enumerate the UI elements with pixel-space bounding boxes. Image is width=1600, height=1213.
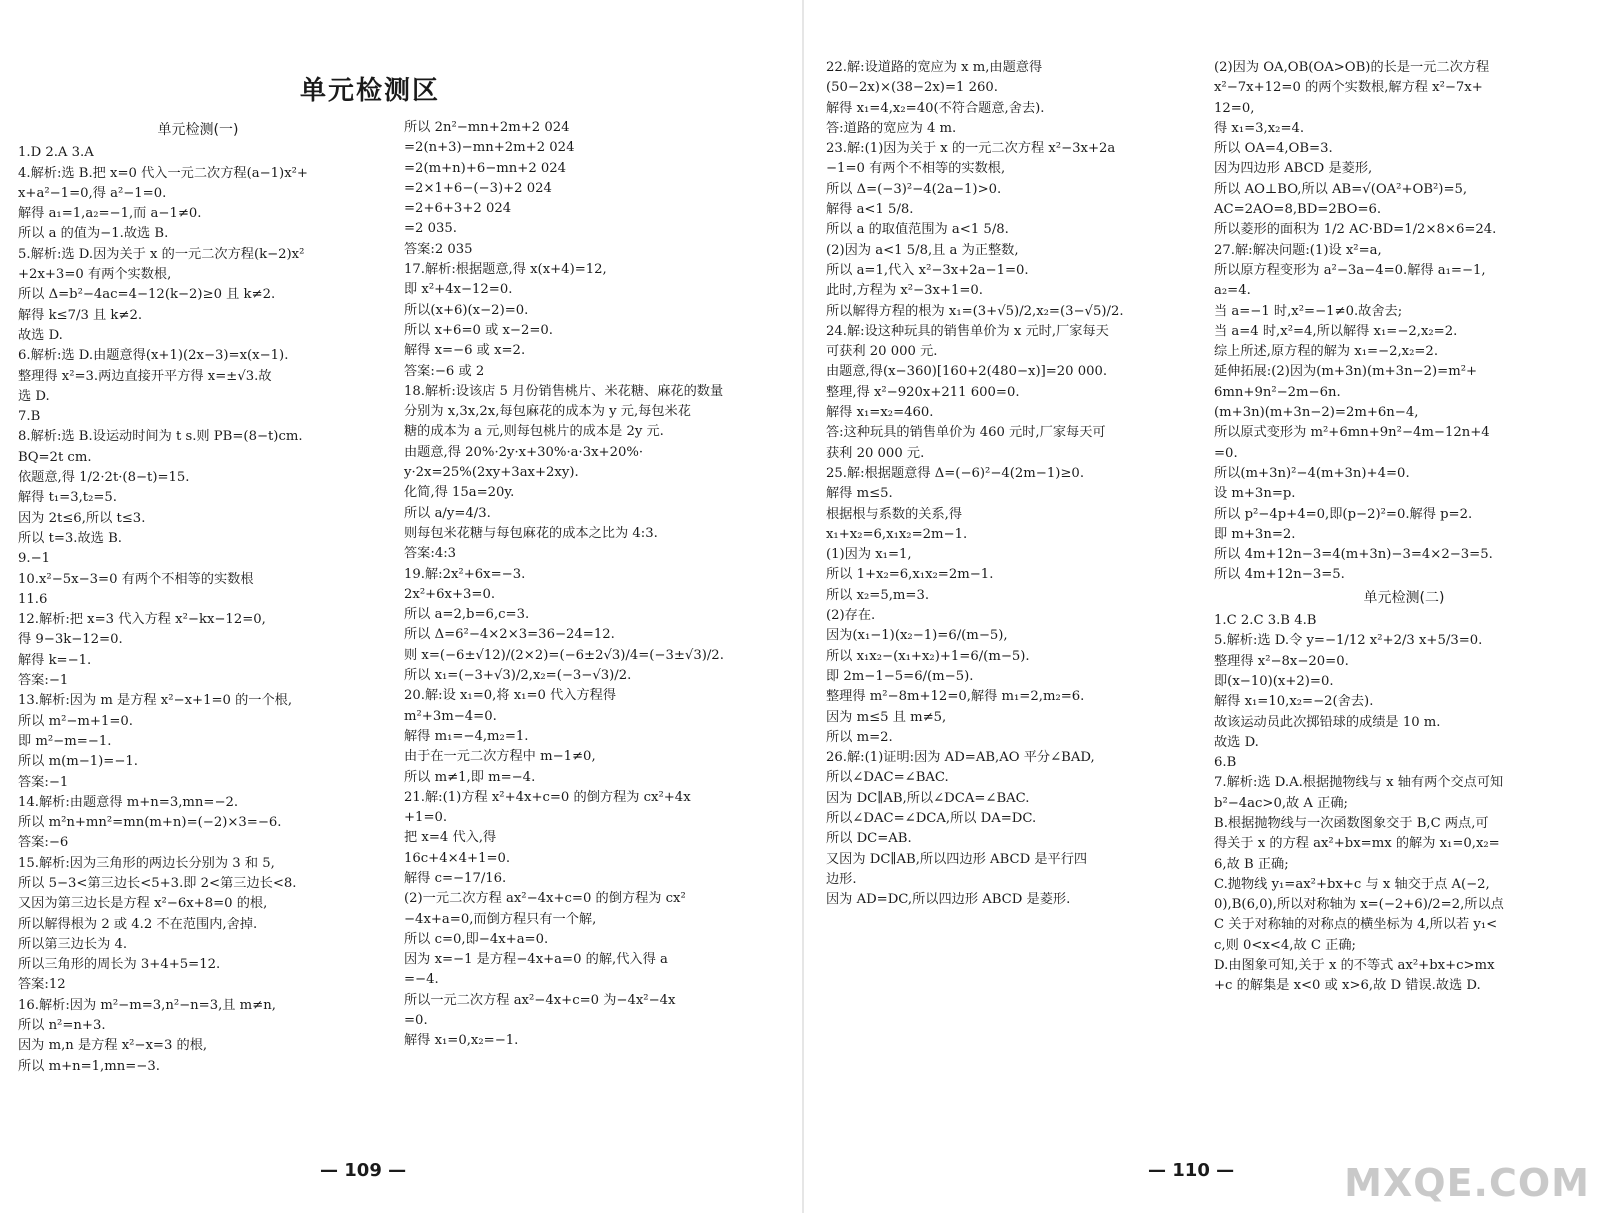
- answer-line: 6.B: [1214, 755, 1237, 771]
- answer-line: 所以三角形的周长为 3+4+5=12.: [18, 957, 221, 973]
- answer-line: D.由图象可知,关于 x 的不等式 ax²+bx+c>mx: [1214, 958, 1495, 974]
- answer-line: 故选 D.: [1214, 734, 1259, 750]
- answer-line: 因为四边形 ABCD 是菱形,: [1214, 161, 1373, 177]
- answer-line: 所以 x₁x₂−(x₁+x₂)+1=6/(m−5).: [826, 648, 1030, 664]
- answer-line: 所以 m+n=1,mn=−3.: [18, 1058, 160, 1074]
- answer-line: 13.解析:因为 m 是方程 x²−x+1=0 的一个根,: [18, 693, 293, 709]
- answer-line: 答:道路的宽应为 4 m.: [826, 120, 957, 136]
- answer-line: 所以 p²−4p+4=0,即(p−2)²=0.解得 p=2.: [1214, 506, 1473, 522]
- answer-line: 所以∠DAC=∠BAC.: [826, 770, 949, 786]
- answer-line: 所以 m≠1,即 m=−4.: [404, 769, 536, 785]
- answer-line: 所以 m²−m+1=0.: [18, 713, 133, 729]
- answer-line: 9.−1: [18, 551, 51, 567]
- answer-line: 所以原式变形为 m²+6mn+9n²−4m−12n+4: [1214, 425, 1490, 441]
- answer-line: 解得 m₁=−4,m₂=1.: [404, 728, 529, 744]
- answer-line: 20.解:设 x₁=0,将 x₁=0 代入方程得: [404, 688, 617, 704]
- answer-line: 所以 OA=4,OB=3.: [1214, 141, 1333, 157]
- answer-line: 故该运动员此次掷铅球的成绩是 10 m.: [1214, 714, 1441, 730]
- answer-line: (2)存在.: [826, 608, 876, 624]
- answer-line: 由于在一元二次方程中 m−1≠0,: [404, 749, 596, 765]
- answer-line: BQ=2t cm.: [18, 449, 92, 465]
- answer-line: 23.解:(1)因为关于 x 的一元二次方程 x²−3x+2a: [826, 141, 1116, 157]
- answer-line: AC=2AO=8,BD=2BO=6.: [1214, 202, 1382, 218]
- answer-line: 可获利 20 000 元.: [826, 344, 938, 360]
- answer-line: 当 a=−1 时,x²=−1≠0.故舍去;: [1214, 303, 1403, 319]
- answer-line: 即 m²−m=−1.: [18, 733, 112, 749]
- answer-line: 解得 t₁=3,t₂=5.: [18, 490, 118, 506]
- answer-line: (2)一元二次方程 ax²−4x+c=0 的倒方程为 cx²: [404, 891, 686, 907]
- answer-line: 解得 x₁=0,x₂=−1.: [404, 1033, 519, 1049]
- page-fold: [802, 0, 804, 1213]
- answer-line: 因为 m≤5 且 m≠5,: [826, 709, 947, 725]
- answer-line: 答案:4:3: [404, 546, 457, 562]
- answer-line: 设 m+3n=p.: [1214, 486, 1296, 502]
- right-page: [808, 0, 1600, 1213]
- answer-line: 所以 a=1,代入 x²−3x+2a−1=0.: [826, 262, 1029, 278]
- answer-line: m²+3m−4=0.: [404, 708, 497, 724]
- answer-line: 所以 m(m−1)=−1.: [18, 754, 138, 770]
- answer-line: 获利 20 000 元.: [826, 445, 925, 461]
- answer-line: 解得 a<1 5/8.: [826, 202, 914, 218]
- section-heading: 单元检测(一): [157, 122, 239, 138]
- answer-line: 把 x=4 代入,得: [404, 830, 497, 846]
- answer-line: 2x²+6x+3=0.: [404, 586, 496, 602]
- answer-line: −1=0 有两个不相等的实数根,: [826, 161, 1006, 177]
- answer-line: 所以(m+3n)²−4(m+3n)+4=0.: [1214, 465, 1410, 481]
- answer-line: 26.解:(1)证明:因为 AD=AB,AO 平分∠BAD,: [826, 750, 1095, 766]
- answer-line: (m+3n)(m+3n−2)=2m+6n−4,: [1214, 405, 1419, 421]
- answer-line: 所以 m=2.: [826, 729, 893, 745]
- answer-line: 即 m+3n=2.: [1214, 526, 1296, 542]
- answer-line: 根据根与系数的关系,得: [826, 506, 963, 522]
- left-column-1: [18, 118, 378, 1077]
- answer-line: 所以 x₂=5,m=3.: [826, 587, 930, 603]
- answer-line: 选 D.: [18, 388, 50, 404]
- answer-line: 所以解得根为 2 或 4.2 不在范围内,舍掉.: [18, 916, 258, 932]
- answer-line: +1=0.: [404, 810, 448, 826]
- answer-line: 答:这种玩具的销售单价为 460 元时,厂家每天可: [826, 425, 1106, 441]
- answer-line: 所以 Δ=6²−4×2×3=36−24=12.: [404, 627, 615, 643]
- answer-line: 故选 D.: [18, 327, 63, 343]
- page-number-right: — 110 —: [1148, 1160, 1235, 1181]
- answer-line: 答案:2 035: [404, 241, 473, 257]
- answer-line: 所以 1+x₂=6,x₁x₂=2m−1.: [826, 567, 994, 583]
- answer-line: 又因为第三边长是方程 x²−6x+8=0 的根,: [18, 896, 268, 912]
- answer-line: (50−2x)×(38−2x)=1 260.: [826, 80, 998, 96]
- answer-line: 则 x=(−6±√12)/(2×2)=(−6±2√3)/4=(−3±√3)/2.: [404, 647, 724, 663]
- answer-line: 得关于 x 的方程 ax²+bx=mx 的解为 x₁=0,x₂=: [1214, 836, 1500, 852]
- answer-line: 边形.: [826, 871, 857, 887]
- answer-line: 8.解析:选 B.设运动时间为 t s.则 PB=(8−t)cm.: [18, 429, 303, 445]
- answer-line: (1)因为 x₁=1,: [826, 547, 912, 563]
- answer-line: 依题意,得 1/2·2t·(8−t)=15.: [18, 470, 190, 486]
- section-title: 单元检测区: [300, 76, 441, 106]
- answer-line: 解得 c=−17/16.: [404, 870, 507, 886]
- answer-line: =2(n+3)−mn+2m+2 024: [404, 140, 575, 156]
- answer-line: 由题意,得(x−360)[160+2(480−x)]=20 000.: [826, 364, 1108, 380]
- answer-line: 21.解:(1)方程 x²+4x+c=0 的倒方程为 cx²+4x: [404, 789, 691, 805]
- answer-line: 所以 m²n+mn²=mn(m+n)=(−2)×3=−6.: [18, 815, 282, 831]
- answer-line: 所以一元二次方程 ax²−4x+c=0 为−4x²−4x: [404, 992, 676, 1008]
- answer-line: 所以 4m+12n−3=5.: [1214, 567, 1345, 583]
- answer-line: 答案:−1: [18, 673, 69, 689]
- answer-line: 解得 x₁=x₂=460.: [826, 405, 934, 421]
- answer-line: b²−4ac>0,故 A 正确;: [1214, 795, 1348, 811]
- answer-line: 得 x₁=3,x₂=4.: [1214, 120, 1305, 136]
- answer-line: =2(m+n)+6−mn+2 024: [404, 160, 567, 176]
- answer-line: a₂=4.: [1214, 283, 1251, 299]
- answer-line: (2)因为 OA,OB(OA>OB)的长是一元二次方程: [1214, 60, 1490, 75]
- section-heading: 单元检测(二): [1363, 589, 1445, 606]
- answer-line: +c 的解集是 x<0 或 x>6,故 D 错误.故选 D.: [1214, 978, 1481, 994]
- answer-line: 所以 a/y=4/3.: [404, 505, 491, 521]
- answer-line: 所以 AO⊥BO,所以 AB=√(OA²+OB²)=5,: [1214, 181, 1468, 197]
- answer-line: 解得 x₁=4,x₂=40(不符合题意,舍去).: [826, 100, 1045, 116]
- answer-line: 因为(x₁−1)(x₂−1)=6/(m−5),: [826, 628, 1008, 644]
- answer-line: x₁+x₂=6,x₁x₂=2m−1.: [826, 526, 968, 542]
- answer-line: x+a²−1=0,得 a²−1=0.: [18, 185, 167, 201]
- answer-line: 27.解:解决问题:(1)设 x²=a,: [1214, 242, 1382, 258]
- answer-line: 19.解:2x²+6x=−3.: [404, 566, 526, 582]
- answer-line: 因为 2t≤6,所以 t≤3.: [18, 510, 146, 526]
- answer-line: 整理得 x²−8x−20=0.: [1214, 653, 1349, 669]
- answer-line: 所以解得方程的根为 x₁=(3+√5)/2,x₂=(3−√5)/2.: [826, 303, 1124, 319]
- answer-line: 所以 a 的取值范围为 a<1 5/8.: [826, 222, 1009, 238]
- watermark-logo: MXQE.COM: [1344, 1161, 1590, 1205]
- answer-line: 答案:12: [18, 977, 66, 993]
- answer-line: 16.解析:因为 m²−m=3,n²−n=3,且 m≠n,: [18, 997, 276, 1013]
- answer-line: 整理,得 x²−920x+211 600=0.: [826, 384, 1020, 400]
- answer-line: 所以 t=3.故选 B.: [18, 530, 122, 546]
- answer-line: =0.: [1214, 445, 1238, 461]
- answer-line: 因为 AD=DC,所以四边形 ABCD 是菱形.: [826, 892, 1071, 908]
- answer-line: 解得 a₁=1,a₂=−1,而 a−1≠0.: [18, 206, 202, 222]
- answer-line: −4x+a=0,而倒方程只有一个解,: [404, 911, 597, 927]
- answer-line: 24.解:设这种玩具的销售单价为 x 元时,厂家每天: [826, 323, 1109, 339]
- answer-line: =2×1+6−(−3)+2 024: [404, 180, 552, 196]
- answer-line: =2 035.: [404, 221, 457, 237]
- left-column-2: [404, 118, 784, 1052]
- answer-line: 解得 k≤7/3 且 k≠2.: [18, 307, 143, 323]
- answer-line: 17.解析:根据题意,得 x(x+4)=12,: [404, 262, 607, 278]
- answer-line: 所以 x+6=0 或 x−2=0.: [404, 322, 553, 338]
- right-column-2: [1214, 58, 1594, 997]
- answer-line: 化简,得 15a=20y.: [404, 485, 515, 501]
- answer-line: 因为 m,n 是方程 x²−x=3 的根,: [18, 1038, 208, 1054]
- answer-line: 答案:−6: [18, 835, 69, 851]
- answer-line: 7.B: [18, 409, 41, 425]
- answer-line: 所以(x+6)(x−2)=0.: [404, 302, 529, 318]
- answer-line: (2)因为 a<1 5/8,且 a 为正整数,: [826, 242, 1019, 258]
- answer-line: 解得 x=−6 或 x=2.: [404, 343, 526, 359]
- answer-line: 当 a=4 时,x²=4,所以解得 x₁=−2,x₂=2.: [1214, 323, 1458, 339]
- answer-line: B.根据抛物线与一次函数图象交于 B,C 两点,可: [1214, 815, 1489, 831]
- answer-line: 即(x−10)(x+2)=0.: [1214, 673, 1334, 689]
- answer-line: 答案:−1: [18, 774, 69, 790]
- page-number-left: — 109 —: [320, 1160, 407, 1181]
- answer-line: y·2x=25%(2xy+3ax+2xy).: [404, 465, 579, 481]
- answer-line: 5.解析:选 D.令 y=−1/12 x²+2/3 x+5/3=0.: [1214, 633, 1483, 649]
- answer-line: x²−7x+12=0 的两个实数根,解方程 x²−7x+: [1214, 80, 1483, 96]
- answer-line: 所以 4m+12n−3=4(m+3n)−3=4×2−3=5.: [1214, 547, 1493, 563]
- answer-line: 14.解析:由题意得 m+n=3,mn=−2.: [18, 794, 239, 810]
- answer-line: 0),B(6,0),所以对称轴为 x=(−2+6)/2=2,所以点: [1214, 897, 1504, 913]
- answer-line: 延伸拓展:(2)因为(m+3n)(m+3n−2)=m²+: [1214, 364, 1478, 380]
- answer-line: 15.解析:因为三角形的两边长分别为 3 和 5,: [18, 855, 275, 871]
- answer-line: 所以 a=2,b=6,c=3.: [404, 607, 530, 623]
- answer-line: 所以第三边长为 4.: [18, 936, 128, 952]
- answer-line: 所以 DC=AB.: [826, 831, 912, 847]
- answer-line: 10.x²−5x−3=0 有两个不相等的实数根: [18, 571, 254, 587]
- answer-line: 所以原方程变形为 a²−3a−4=0.解得 a₁=−1,: [1214, 262, 1486, 278]
- answer-line: 18.解析:设该店 5 月份销售桃片、米花糖、麻花的数量: [404, 383, 724, 399]
- answer-line: 分别为 x,3x,2x,每包麻花的成本为 y 元,每包米花: [404, 404, 691, 420]
- answer-line: 所以 Δ=(−3)²−4(2a−1)>0.: [826, 181, 1002, 197]
- answer-line: 16c+4×4+1=0.: [404, 850, 511, 866]
- answer-line: +2x+3=0 有两个实数根,: [18, 267, 172, 283]
- answer-line: 糖的成本为 a 元,则每包桃片的成本是 2y 元.: [404, 424, 664, 440]
- answer-line: 即 2m−1−5=6/(m−5).: [826, 668, 974, 684]
- answer-line: 所以 x₁=(−3+√3)/2,x₂=(−3−√3)/2.: [404, 668, 632, 684]
- answer-line: =0.: [404, 1013, 428, 1029]
- answer-line: 25.解:根据题意得 Δ=(−6)²−4(2m−1)≥0.: [826, 465, 1085, 481]
- answer-line: 所以 2n²−mn+2m+2 024: [404, 120, 570, 135]
- answer-line: 1.D 2.A 3.A: [18, 145, 94, 161]
- answer-line: 解得 x₁=10,x₂=−2(舍去).: [1214, 694, 1374, 710]
- answer-line: 6.解析:选 D.由题意得(x+1)(2x−3)=x(x−1).: [18, 348, 289, 364]
- answer-line: 此时,方程为 x²−3x+1=0.: [826, 283, 983, 299]
- answer-line: 7.解析:选 D.A.根据抛物线与 x 轴有两个交点可知: [1214, 775, 1504, 791]
- answer-line: 12=0,: [1214, 100, 1255, 116]
- answer-line: 解得 k=−1.: [18, 652, 92, 668]
- answer-line: 所以 a 的值为−1.故选 B.: [18, 226, 169, 242]
- answer-line: 11.6: [18, 591, 48, 607]
- right-column-1: [826, 58, 1196, 910]
- answer-line: c,则 0<x<4,故 C 正确;: [1214, 937, 1356, 953]
- answer-line: 因为 x=−1 是方程−4x+a=0 的解,代入得 a: [404, 952, 668, 968]
- answer-line: 又因为 DC∥AB,所以四边形 ABCD 是平行四: [826, 851, 1088, 867]
- answer-line: 答案:−6 或 2: [404, 363, 485, 379]
- answer-line: 所以∠DAC=∠DCA,所以 DA=DC.: [826, 810, 1037, 826]
- answer-line: 整理得 m²−8m+12=0,解得 m₁=2,m₂=6.: [826, 689, 1085, 705]
- answer-line: 所以 n²=n+3.: [18, 1018, 106, 1034]
- answer-line: 6mn+9n²−2m−6n.: [1214, 384, 1341, 400]
- answer-line: 解得 m≤5.: [826, 486, 893, 502]
- answer-line: 6,故 B 正确;: [1214, 856, 1289, 872]
- answer-line: 得 9−3k−12=0.: [18, 632, 123, 648]
- answer-line: 整理得 x²=3.两边直接开平方得 x=±√3.故: [18, 368, 272, 384]
- answer-line: =2+6+3+2 024: [404, 201, 512, 217]
- answer-line: 1.C 2.C 3.B 4.B: [1214, 613, 1317, 629]
- answer-line: C.抛物线 y₁=ax²+bx+c 与 x 轴交于点 A(−2,: [1214, 876, 1490, 892]
- answer-line: 因为 DC∥AB,所以∠DCA=∠BAC.: [826, 790, 1030, 806]
- answer-line: 5.解析:选 D.因为关于 x 的一元二次方程(k−2)x²: [18, 246, 305, 262]
- answer-line: 所以菱形的面积为 1/2 AC·BD=1/2×8×6=24.: [1214, 222, 1497, 238]
- answer-line: C 关于对称轴的对称点的横坐标为 4,所以若 y₁<: [1214, 917, 1498, 933]
- answer-line: 综上所述,原方程的解为 x₁=−2,x₂=2.: [1214, 344, 1439, 360]
- answer-line: 4.解析:选 B.把 x=0 代入一元二次方程(a−1)x²+: [18, 165, 308, 181]
- answer-line: 所以 c=0,即−4x+a=0.: [404, 931, 549, 947]
- answer-line: 即 x²+4x−12=0.: [404, 282, 513, 298]
- answer-line: 所以 5−3<第三边长<5+3.即 2<第三边长<8.: [18, 875, 297, 891]
- answer-line: 由题意,得 20%·2y·x+30%·a·3x+20%·: [404, 444, 644, 460]
- answer-line: =−4.: [404, 972, 439, 988]
- answer-line: 则每包米花糖与每包麻花的成本之比为 4:3.: [404, 525, 658, 541]
- answer-line: 22.解:设道路的宽应为 x m,由题意得: [826, 60, 1043, 75]
- answer-line: 所以 Δ=b²−4ac=4−12(k−2)≥0 且 k≠2.: [18, 287, 276, 303]
- answer-line: 12.解析:把 x=3 代入方程 x²−kx−12=0,: [18, 612, 266, 628]
